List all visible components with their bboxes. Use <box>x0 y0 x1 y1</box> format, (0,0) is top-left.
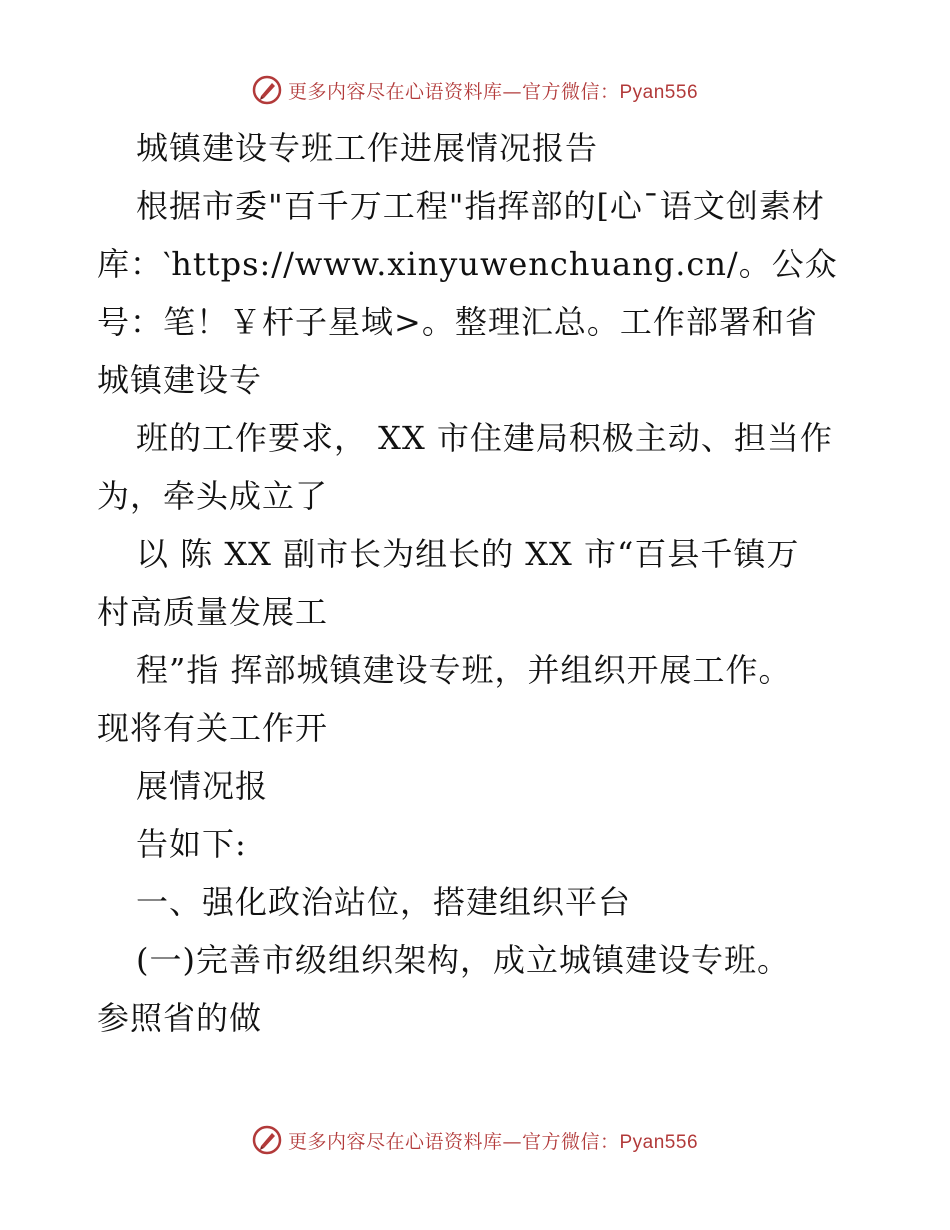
pen-logo-icon <box>252 1125 282 1155</box>
watermark-wechat-id: Pyan556 <box>619 1131 699 1153</box>
paragraph-line: 根据市委"百千万工程"指挥部的[心¯语文创素材 <box>136 187 825 225</box>
paragraph-line: 村高质量发展工 <box>97 593 329 631</box>
paragraph-line: 告如下: <box>136 825 247 863</box>
paragraph-line: 为，牵头成立了 <box>97 477 329 515</box>
watermark-text <box>288 1127 698 1154</box>
section-heading: 一、强化政治站位，搭建组织平台 <box>136 883 632 921</box>
paragraph-line: 以 陈 XX 副市长为组长的 XX 市“百县千镇万 <box>136 535 800 573</box>
document-title: 城镇建设专班工作进展情况报告 <box>136 129 599 167</box>
subsection-heading: (一)完善市级组织架构，成立城镇建设专班。 <box>136 941 790 979</box>
paragraph-line: 城镇建设专 <box>97 361 263 399</box>
watermark-label: 更多内容尽在心语资料库—官方微信： <box>287 80 620 103</box>
paragraph-line: 现将有关工作开 <box>97 709 329 747</box>
watermark-banner-bottom <box>0 1120 950 1160</box>
paragraph-line: 参照省的做 <box>97 999 263 1037</box>
paragraph-line: 班的工作要求， XX 市住建局积极主动、担当作 <box>136 419 833 457</box>
watermark-banner-top <box>0 70 950 110</box>
watermark-text <box>288 77 698 104</box>
paragraph-line: 程”指 挥部城镇建设专班，并组织开展工作。 <box>136 651 792 689</box>
watermark-wechat-id: Pyan556 <box>619 81 699 103</box>
paragraph-line: 号：笔！￥杆子星域>。整理汇总。工作部署和省 <box>97 303 818 341</box>
watermark-label: 更多内容尽在心语资料库—官方微信： <box>287 1130 620 1153</box>
paragraph-line: 库：‵https://www.xinyuwenchuang.cn/。公众 <box>97 245 838 283</box>
paragraph-line: 展情况报 <box>136 767 269 805</box>
pen-logo-icon <box>252 75 282 105</box>
